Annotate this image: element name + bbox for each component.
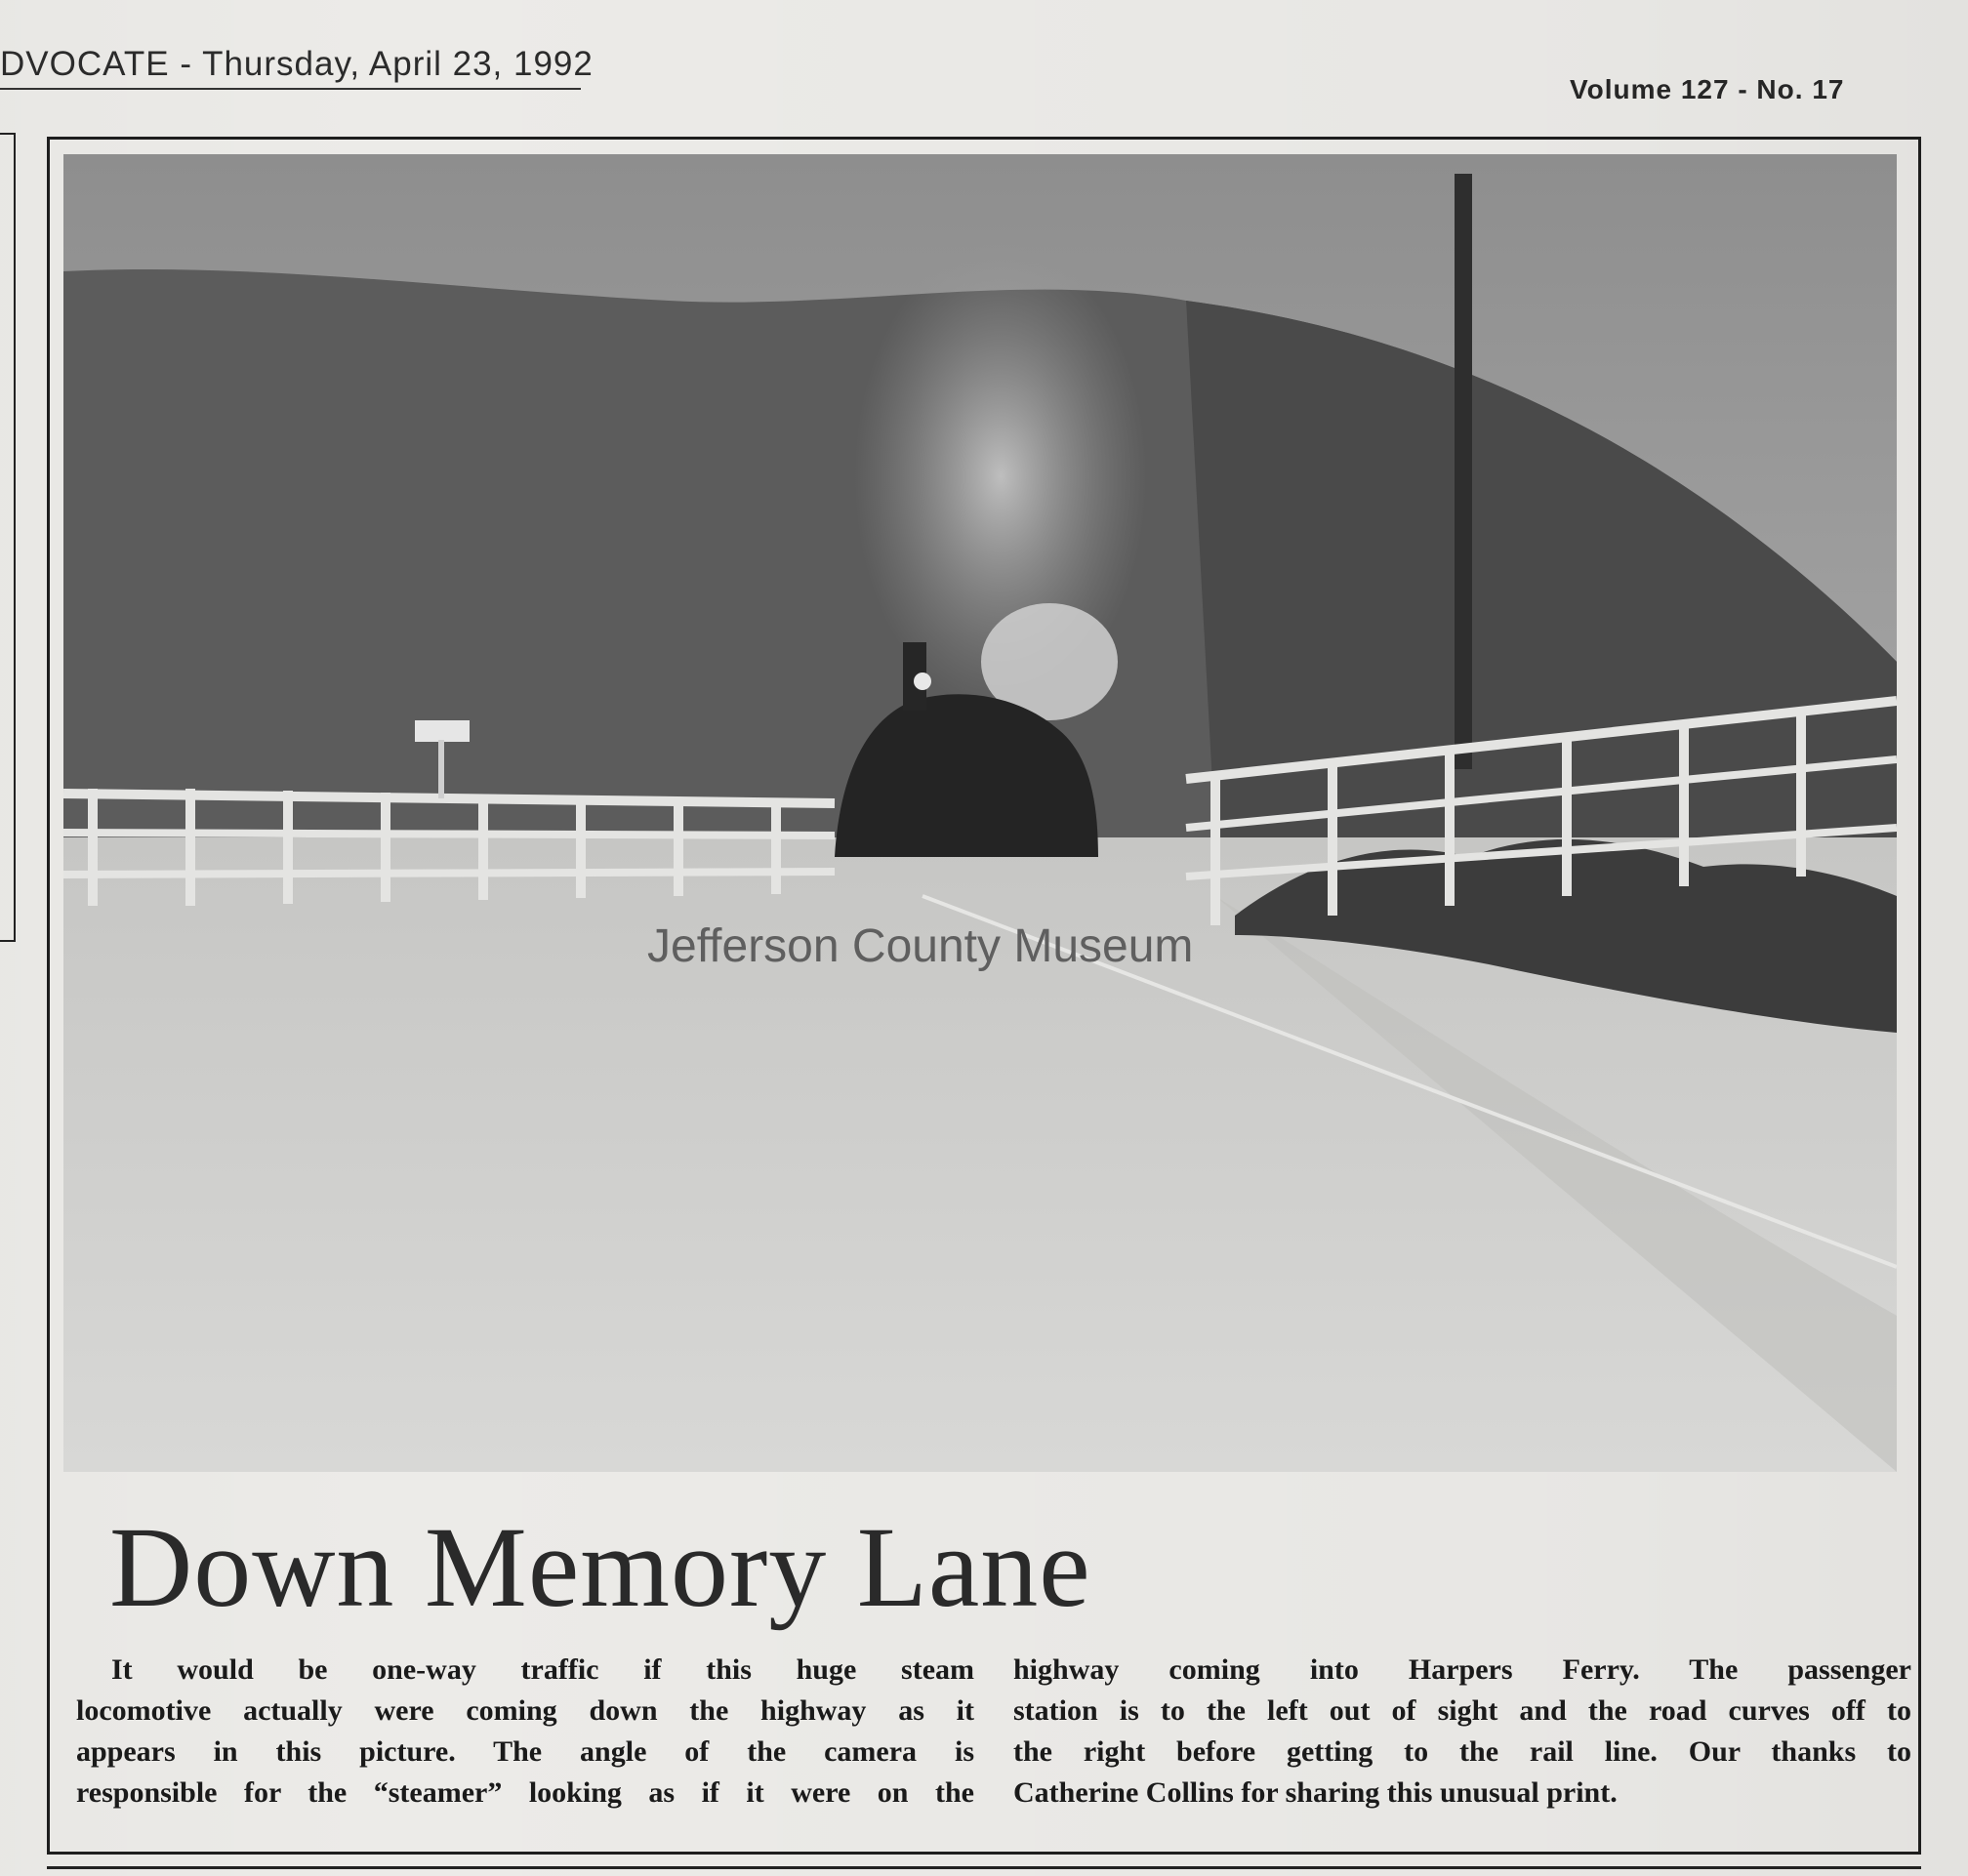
photo-headlamp — [914, 673, 931, 690]
caption-line: It would be one-way traffic if this huge steam — [111, 1653, 974, 1686]
caption-line: the right before getting to the rail line. Our thanks to — [1013, 1735, 1911, 1768]
caption-line: highway coming into Harpers Ferry. The passenger — [1013, 1653, 1911, 1686]
masthead-volume: Volume 127 - No. 17 — [1570, 74, 1845, 104]
caption-line: responsible for the “steamer” looking as if it were on the — [76, 1776, 974, 1809]
caption-line: Catherine Collins for sharing this unusual print. — [1013, 1776, 1618, 1809]
museum-watermark: Jefferson County Museum — [647, 920, 1194, 972]
caption-right-column — [1013, 1650, 1911, 1814]
photo-pole — [1455, 174, 1472, 769]
bottom-rule — [47, 1866, 1921, 1869]
photo-sign-post — [438, 740, 444, 798]
masthead-date: DVOCATE - Thursday, April 23, 1992 — [0, 45, 594, 83]
headline: Down Memory Lane — [109, 1503, 1091, 1631]
caption-left-column — [76, 1650, 974, 1814]
photo-sign — [415, 720, 470, 742]
masthead-rule — [0, 88, 581, 90]
adjacent-column-rule — [0, 133, 16, 942]
caption-line: locomotive actually were coming down the highway as it — [76, 1694, 974, 1727]
caption-line: appears in this picture. The angle of the camera is — [76, 1735, 974, 1768]
locomotive-photo — [63, 154, 1897, 1472]
caption-line: station is to the left out of sight and the road curves off to — [1013, 1694, 1911, 1727]
